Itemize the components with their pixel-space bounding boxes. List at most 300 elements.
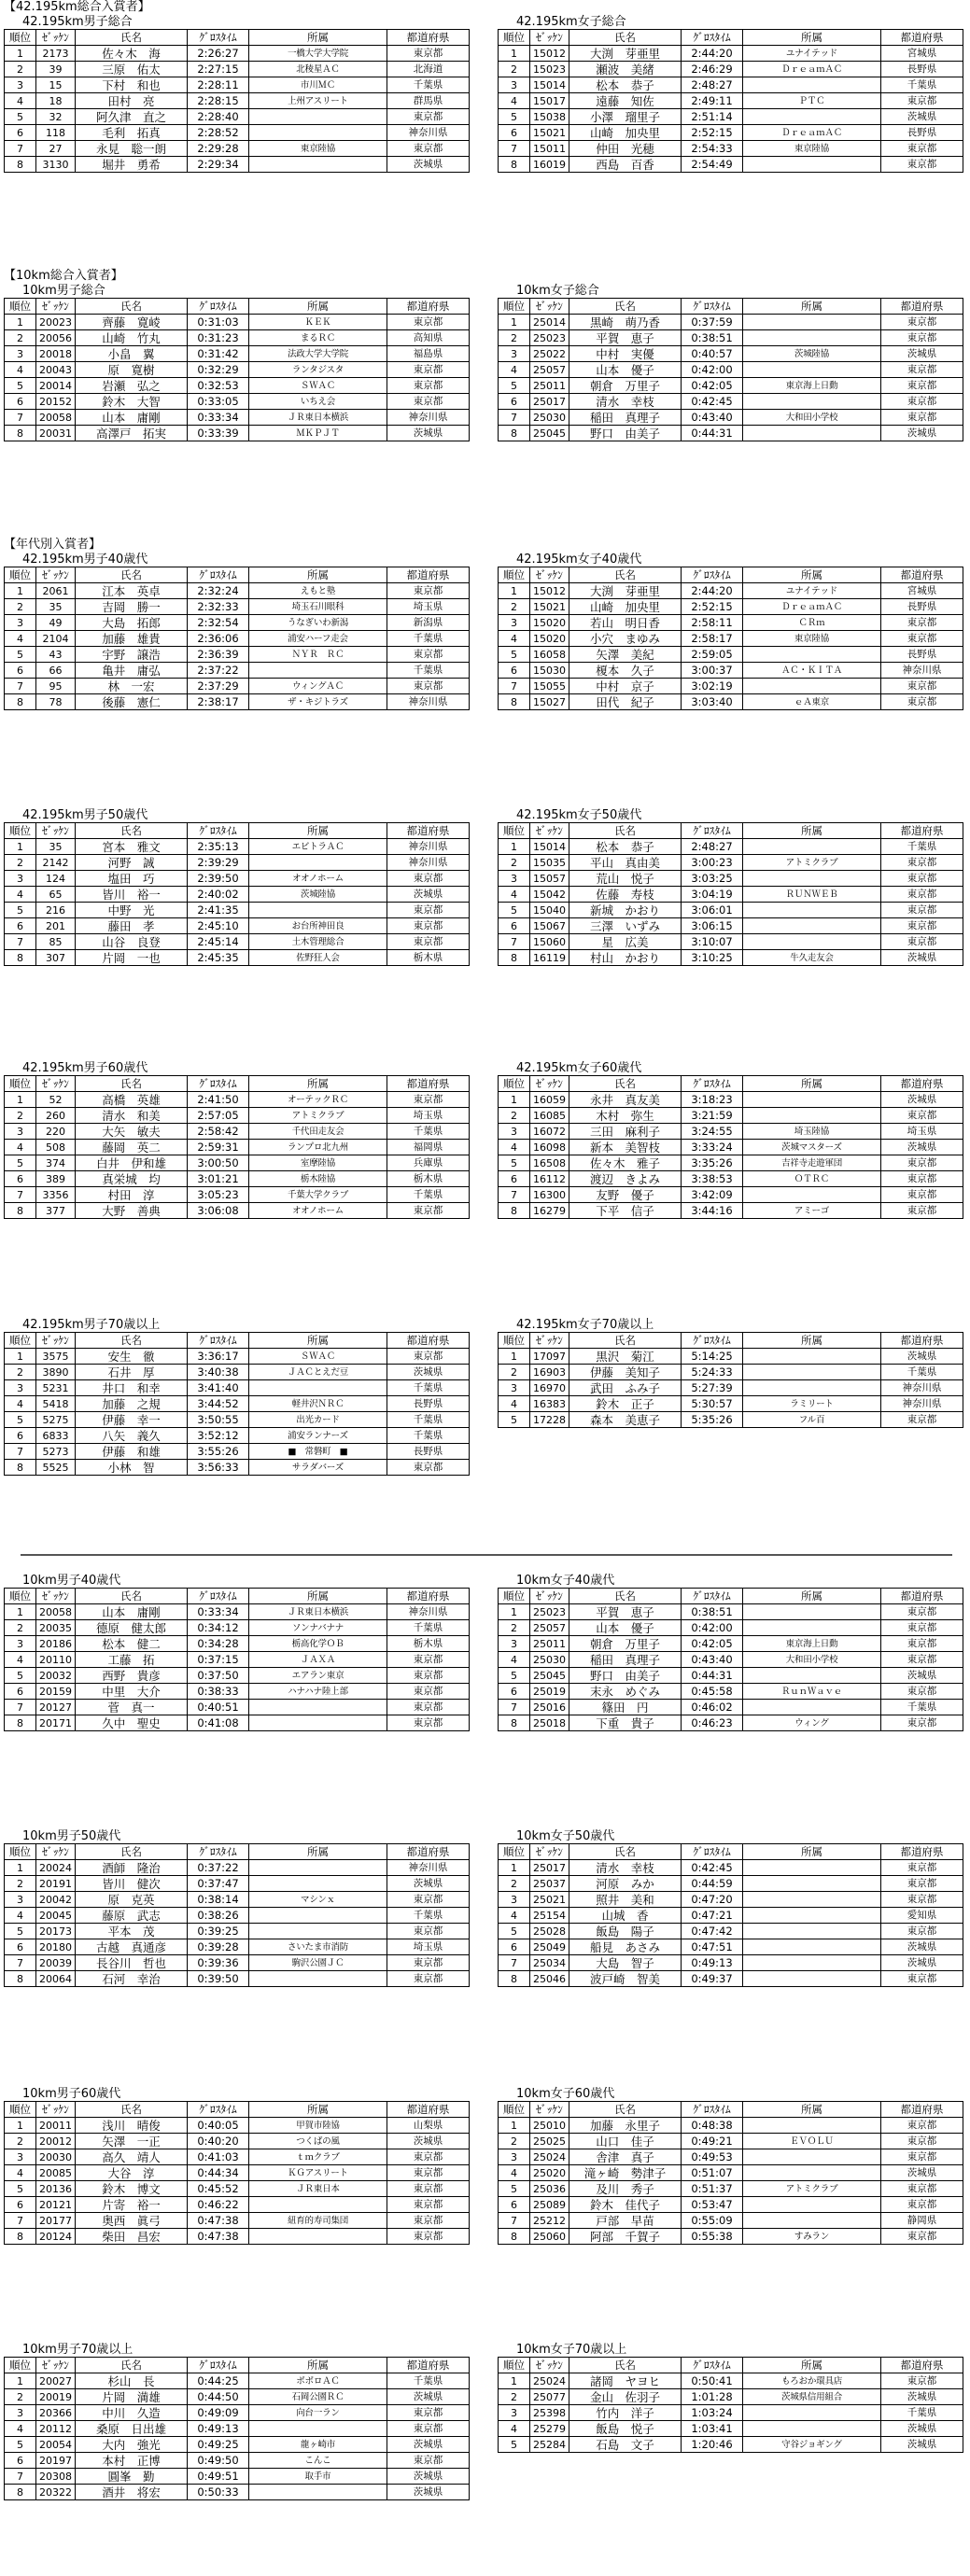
cell-bib: 25046 [530,1971,569,1987]
header-row [499,2102,963,2118]
cell-gross-time: 0:37:47 [188,1876,249,1892]
cell-gross-time: 0:43:40 [682,1652,743,1668]
cell-name: 松本 恭子 [569,839,682,855]
cell-name: 森本 美恵子 [569,1412,682,1428]
cell-affiliation [743,1108,881,1124]
cell-rank: 3 [499,1124,530,1140]
cell-gross-time: 3:52:12 [188,1428,249,1444]
cell-prefecture: 東京都 [881,410,963,426]
cell-bib: 25016 [530,1700,569,1715]
cell-gross-time: 0:33:34 [188,410,249,426]
cell-prefecture: 東京都 [881,315,963,330]
cell-affiliation: ウィング [743,1715,881,1731]
cell-name: 亀井 庸弘 [76,663,188,679]
table-row [5,871,470,887]
table-row [5,46,470,62]
cell-rank: 5 [5,1155,36,1171]
cell-rank: 2 [5,1620,36,1636]
cell-rank: 7 [5,1700,36,1715]
table-row [5,2373,470,2389]
cell-affiliation [743,903,881,918]
cell-gross-time: 2:44:20 [682,46,743,62]
cell-name: 白井 伊和雄 [76,1155,188,1171]
cell-prefecture: 神奈川県 [387,694,470,710]
cell-prefecture: 東京都 [387,934,470,950]
cell-bib: 17097 [530,1349,569,1365]
table-row [499,1652,963,1668]
cell-gross-time: 0:39:50 [188,1971,249,1987]
column-header-bib: ｾﾞｯｹﾝ [36,823,76,839]
results-block [498,1318,963,1428]
cell-gross-time: 3:41:40 [188,1380,249,1396]
cell-name: 皆川 裕一 [76,887,188,903]
cell-rank: 5 [5,1668,36,1684]
cell-name: 工藤 拓 [76,1652,188,1668]
cell-prefecture: 東京都 [387,1715,470,1731]
cell-bib: 78 [36,694,76,710]
cell-gross-time: 0:44:59 [682,1876,743,1892]
cell-rank: 8 [5,950,36,966]
cell-name: 河野 誠 [76,855,188,871]
table-row [5,631,470,647]
column-header-rank: 順位 [5,299,36,315]
cell-rank: 2 [499,855,530,871]
cell-gross-time: 2:32:24 [188,583,249,599]
cell-prefecture: 東京都 [881,934,963,950]
cell-bib: 20045 [36,1908,76,1924]
cell-name: 藤原 武志 [76,1908,188,1924]
column-header-bib: ｾﾞｯｹﾝ [530,299,569,315]
cell-bib: 15067 [530,918,569,934]
column-header-affiliation: 所属 [743,2102,881,2118]
cell-prefecture: 福岡県 [387,1140,470,1155]
cell-rank: 3 [5,2149,36,2165]
cell-rank: 5 [499,1412,530,1428]
results-table [498,1332,963,1428]
cell-name: 片寄 裕一 [76,2197,188,2213]
cell-affiliation: うなぎいわ新潟 [249,615,387,631]
cell-rank: 4 [5,93,36,109]
cell-name: 三田 麻利子 [569,1124,682,1140]
table-row [499,2213,963,2229]
column-header-prefecture: 都道府県 [387,1844,470,1860]
column-header-rank: 順位 [5,1333,36,1349]
cell-affiliation: ＤｒｅａｍＡＣ [743,599,881,615]
cell-name: 平賀 恵子 [569,330,682,346]
column-header-rank: 順位 [5,823,36,839]
cell-prefecture: 埼玉県 [387,599,470,615]
cell-bib: 16059 [530,1092,569,1108]
cell-prefecture: 東京都 [387,1652,470,1668]
table-row [5,62,470,77]
cell-name: 片岡 一也 [76,950,188,966]
column-header-prefecture: 都道府県 [881,823,963,839]
cell-bib: 15035 [530,855,569,871]
column-header-name: 氏名 [569,30,682,46]
cell-name: 山崎 加央里 [569,599,682,615]
cell-rank: 5 [499,378,530,394]
table-row [5,2229,470,2245]
column-header-affiliation: 所属 [249,30,387,46]
cell-bib: 25045 [530,1668,569,1684]
cell-name: 友野 優子 [569,1187,682,1203]
cell-prefecture: 東京都 [387,918,470,934]
cell-rank: 3 [5,615,36,631]
cell-rank: 8 [5,426,36,441]
cell-gross-time: 0:38:14 [188,1892,249,1908]
cell-bib: 5231 [36,1380,76,1396]
cell-bib: 25028 [530,1924,569,1939]
cell-bib: 20058 [36,410,76,426]
cell-name: 黒沢 菊江 [569,1349,682,1365]
cell-affiliation [249,2197,387,2213]
cell-name: 大矢 敏夫 [76,1124,188,1140]
cell-gross-time: 2:37:29 [188,679,249,694]
header-row [499,1589,963,1604]
table-row [499,1955,963,1971]
cell-gross-time: 0:40:57 [682,346,743,362]
cell-name: 圓峯 勤 [76,2469,188,2485]
header-row [499,1076,963,1092]
cell-prefecture: 東京都 [387,109,470,125]
table-row [499,2181,963,2197]
table-row [5,2118,470,2134]
cell-gross-time: 0:44:31 [682,1668,743,1684]
header-row [5,1844,470,1860]
cell-name: 藤岡 英二 [76,1140,188,1155]
cell-rank: 4 [5,1908,36,1924]
cell-name: 吉岡 勝一 [76,599,188,615]
cell-rank: 1 [499,1349,530,1365]
cell-name: 舎津 真子 [569,2149,682,2165]
table-row [5,1365,470,1380]
column-header-rank: 順位 [499,567,530,583]
table-row [5,583,470,599]
cell-gross-time: 0:42:45 [682,394,743,410]
header-row [499,567,963,583]
cell-bib: 15 [36,77,76,93]
cell-prefecture: 東京都 [881,871,963,887]
cell-affiliation [743,77,881,93]
table-row [5,141,470,157]
cell-prefecture: 東京都 [387,2197,470,2213]
column-header-gross-time: ｸﾞﾛｽﾀｲﾑ [682,2358,743,2373]
header-row [5,1076,470,1092]
cell-affiliation [249,125,387,141]
cell-gross-time: 3:38:53 [682,1171,743,1187]
table-row [499,2118,963,2134]
cell-rank: 1 [499,46,530,62]
cell-rank: 5 [499,2181,530,2197]
cell-gross-time: 0:39:36 [188,1955,249,1971]
column-header-prefecture: 都道府県 [387,567,470,583]
table-row [499,1684,963,1700]
cell-prefecture: 東京都 [881,2134,963,2149]
cell-prefecture: 長野県 [881,62,963,77]
cell-name: 安生 徹 [76,1349,188,1365]
cell-rank: 6 [5,918,36,934]
cell-name: 山崎 竹丸 [76,330,188,346]
cell-gross-time: 3:00:23 [682,855,743,871]
cell-rank: 5 [5,1924,36,1939]
cell-prefecture: 長野県 [881,647,963,663]
cell-rank: 1 [5,1349,36,1365]
table-row [5,1349,470,1365]
cell-gross-time: 0:42:05 [682,1636,743,1652]
table-row [499,934,963,950]
cell-name: 朝倉 万里子 [569,378,682,394]
cell-gross-time: 2:28:15 [188,93,249,109]
cell-bib: 85 [36,934,76,950]
cell-prefecture: 東京都 [881,1203,963,1219]
cell-rank: 7 [5,1444,36,1460]
cell-bib: 25020 [530,2165,569,2181]
cell-gross-time: 3:35:26 [682,1155,743,1171]
column-header-prefecture: 都道府県 [881,1076,963,1092]
cell-affiliation [743,2197,881,2213]
cell-bib: 15021 [530,125,569,141]
cell-bib: 15038 [530,109,569,125]
cell-rank: 2 [499,330,530,346]
cell-affiliation: ＫＥＫ [249,315,387,330]
cell-affiliation: 市川ＭＣ [249,77,387,93]
cell-name: 石河 幸治 [76,1971,188,1987]
cell-affiliation: 浦安ハーフ走会 [249,631,387,647]
cell-gross-time: 3:06:15 [682,918,743,934]
cell-bib: 20173 [36,1924,76,1939]
cell-prefecture: 東京都 [881,694,963,710]
table-row [5,77,470,93]
cell-name: 毛利 拓真 [76,125,188,141]
cell-bib: 3356 [36,1187,76,1203]
cell-gross-time: 2:48:27 [682,77,743,93]
cell-affiliation [743,1971,881,1987]
cell-bib: 124 [36,871,76,887]
cell-prefecture: 神奈川県 [387,839,470,855]
cell-rank: 7 [5,679,36,694]
table-row [5,1620,470,1636]
cell-bib: 16279 [530,1203,569,1219]
cell-prefecture: 千葉県 [881,1700,963,1715]
results-block [498,15,963,173]
cell-bib: 25279 [530,2421,569,2437]
cell-affiliation: 東京海上日動 [743,1636,881,1652]
table-row [5,2197,470,2213]
cell-prefecture: 千葉県 [387,1412,470,1428]
cell-gross-time: 0:41:08 [188,1715,249,1731]
cell-prefecture: 宮城県 [881,583,963,599]
block-title: 10km男子50歳代 [22,1829,121,1843]
cell-bib: 20177 [36,2213,76,2229]
cell-rank: 8 [5,1971,36,1987]
cell-prefecture: 東京都 [881,887,963,903]
column-header-bib: ｾﾞｯｹﾝ [36,1333,76,1349]
cell-rank: 7 [499,2213,530,2229]
cell-rank: 6 [5,2453,36,2469]
table-row [499,2373,963,2389]
cell-gross-time: 2:49:11 [682,93,743,109]
block-title: 42.195km女子40歳代 [516,553,642,567]
cell-prefecture: 神奈川県 [387,410,470,426]
block-title: 42.195km男子60歳代 [22,1061,148,1075]
cell-affiliation: ランタジスタ [249,362,387,378]
cell-name: 木村 弥生 [569,1108,682,1124]
table-row [5,157,470,173]
cell-gross-time: 2:58:17 [682,631,743,647]
cell-prefecture: 茨城県 [387,1876,470,1892]
cell-name: 酒師 隆治 [76,1860,188,1876]
cell-rank: 6 [5,1684,36,1700]
cell-gross-time: 0:31:42 [188,346,249,362]
cell-bib: 25024 [530,2149,569,2165]
table-row [499,410,963,426]
cell-gross-time: 0:49:51 [188,2469,249,2485]
cell-gross-time: 0:43:40 [682,410,743,426]
cell-affiliation [249,1860,387,1876]
column-header-bib: ｾﾞｯｹﾝ [36,299,76,315]
cell-rank: 8 [5,2485,36,2500]
table-row [499,1349,963,1365]
cell-name: 長谷川 哲也 [76,1955,188,1971]
cell-affiliation: ユナイテッド [743,46,881,62]
section-heading: 【10km総合入賞者】 [4,269,123,283]
cell-prefecture: 茨城県 [881,1349,963,1365]
cell-gross-time: 0:33:05 [188,394,249,410]
cell-affiliation [743,679,881,694]
results-table [4,822,470,966]
cell-name: 小畠 翼 [76,346,188,362]
cell-affiliation [743,394,881,410]
results-block [4,553,469,710]
cell-gross-time: 0:47:38 [188,2229,249,2245]
block-title: 42.195km男子50歳代 [22,808,148,822]
cell-rank: 3 [5,1636,36,1652]
cell-affiliation [249,663,387,679]
cell-gross-time: 3:55:26 [188,1444,249,1460]
cell-prefecture: 千葉県 [387,631,470,647]
cell-bib: 20366 [36,2405,76,2421]
cell-bib: 25014 [530,315,569,330]
column-header-bib: ｾﾞｯｹﾝ [36,1844,76,1860]
cell-prefecture: 東京都 [387,903,470,918]
cell-name: 鈴木 大智 [76,394,188,410]
table-row [5,1171,470,1187]
cell-name: 永井 真友美 [569,1092,682,1108]
cell-gross-time: 0:37:50 [188,1668,249,1684]
column-header-bib: ｾﾞｯｹﾝ [36,30,76,46]
cell-rank: 3 [499,1380,530,1396]
cell-rank: 5 [5,647,36,663]
cell-bib: 25284 [530,2437,569,2453]
column-header-prefecture: 都道府県 [881,1589,963,1604]
cell-gross-time: 0:49:50 [188,2453,249,2469]
cell-gross-time: 2:59:05 [682,647,743,663]
results-block [4,2087,469,2245]
cell-prefecture: 茨城県 [881,2389,963,2405]
table-row [5,426,470,441]
cell-rank: 3 [499,346,530,362]
cell-prefecture: 東京都 [881,1108,963,1124]
cell-rank: 8 [499,1203,530,1219]
column-header-prefecture: 都道府県 [881,2358,963,2373]
cell-affiliation [743,647,881,663]
cell-name: 武田 ふみ子 [569,1380,682,1396]
results-block [4,2343,469,2500]
cell-name: 山本 庸剛 [76,1604,188,1620]
cell-gross-time: 0:53:47 [682,2197,743,2213]
cell-bib: 15020 [530,631,569,647]
cell-affiliation: 向台一ラン [249,2405,387,2421]
column-header-gross-time: ｸﾞﾛｽﾀｲﾑ [188,567,249,583]
table-row [5,934,470,950]
cell-bib: 95 [36,679,76,694]
column-header-gross-time: ｸﾞﾛｽﾀｲﾑ [188,299,249,315]
table-row [499,141,963,157]
cell-prefecture: 東京都 [881,1412,963,1428]
cell-name: 高橋 英雄 [76,1092,188,1108]
cell-affiliation: オオノホーム [249,1203,387,1219]
table-row [5,1108,470,1124]
cell-rank: 3 [5,2405,36,2421]
cell-affiliation: ＪＡＣとえだ豆 [249,1365,387,1380]
column-header-gross-time: ｸﾞﾛｽﾀｲﾑ [682,567,743,583]
cell-name: 矢澤 美紀 [569,647,682,663]
cell-prefecture: 高知県 [387,330,470,346]
table-row [5,2389,470,2405]
cell-prefecture: 東京都 [387,2213,470,2229]
cell-bib: 20124 [36,2229,76,2245]
cell-name: 柴田 昌宏 [76,2229,188,2245]
column-header-name: 氏名 [76,2102,188,2118]
cell-gross-time: 0:44:31 [682,426,743,441]
column-header-affiliation: 所属 [743,30,881,46]
column-header-name: 氏名 [569,299,682,315]
table-row [499,1203,963,1219]
results-table [4,1332,470,1476]
cell-gross-time: 3:44:52 [188,1396,249,1412]
cell-bib: 20011 [36,2118,76,2134]
cell-prefecture: 茨城県 [387,2134,470,2149]
cell-affiliation: 東京海上日動 [743,378,881,394]
results-block [498,553,963,710]
column-header-rank: 順位 [5,30,36,46]
cell-name: 加藤 永里子 [569,2118,682,2134]
section-divider [21,1554,952,1556]
cell-prefecture: 茨城県 [881,109,963,125]
cell-prefecture: 茨城県 [387,2437,470,2453]
cell-bib: 25025 [530,2134,569,2149]
cell-affiliation: オオノホーム [249,871,387,887]
cell-affiliation [249,1876,387,1892]
cell-gross-time: 3:21:59 [682,1108,743,1124]
block-title: 42.195km女子60歳代 [516,1061,642,1075]
cell-name: 大内 強光 [76,2437,188,2453]
cell-rank: 2 [5,62,36,77]
cell-gross-time: 2:32:54 [188,615,249,631]
block-title: 10km女子50歳代 [516,1829,615,1843]
column-header-prefecture: 都道府県 [881,30,963,46]
cell-name: 藤田 孝 [76,918,188,934]
block-title: 10km女子60歳代 [516,2087,615,2101]
cell-prefecture: 東京都 [387,46,470,62]
cell-prefecture: 栃木県 [387,1171,470,1187]
cell-bib: 20112 [36,2421,76,2437]
column-header-name: 氏名 [569,1589,682,1604]
column-header-gross-time: ｸﾞﾛｽﾀｲﾑ [682,2102,743,2118]
cell-bib: 20012 [36,2134,76,2149]
cell-bib: 15042 [530,887,569,903]
cell-bib: 32 [36,109,76,125]
